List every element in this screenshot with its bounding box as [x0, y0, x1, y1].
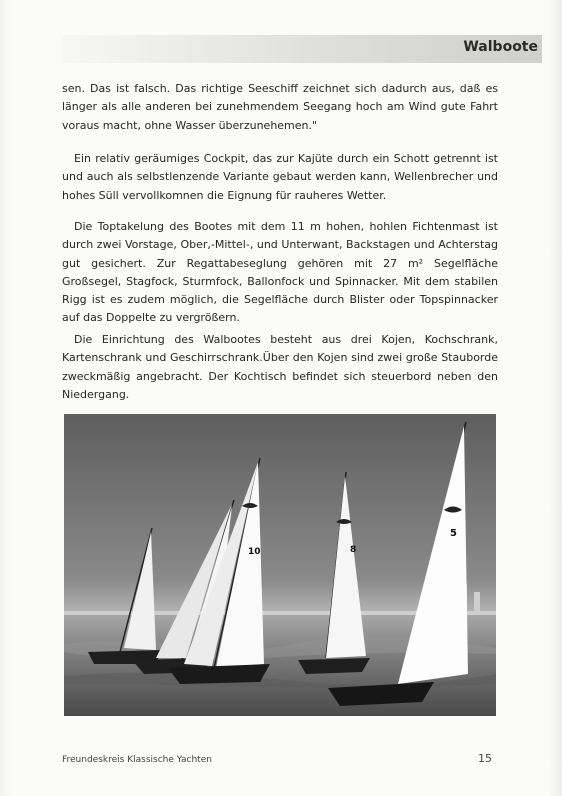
paragraph-3: Die Toptakelung des Bootes mit dem 11 m hohen, hohlen Fichtenmast ist durch zwei Vorstage, Ober,-Mittel-, und Unterwant, Backstagen und Achterstag gut gesichert. Zur Regattabeseglung gehören mit 27 m² Segelfläche Großsegel, Stagfock, Sturmfock, Ballonfock und Spinnacker. Mit dem stabilen Rigg ist es zudem möglich, die Segelfläche durch Blister oder Topspinnacker auf das Doppelte zu vergrößern. — [62, 220, 498, 325]
paragraph-4: Die Einrichtung des Walbootes besteht aus drei Kojen, Kochschrank, Kartenschrank und Geschirrschrank.Über den Kojen sind zwei große Stauborde zweckmäßig angebracht. Der Kochtisch befindet sich steuerbord neben den Niedergang. — [62, 333, 498, 401]
sail-number-8: 8 — [350, 545, 357, 555]
sailboats-photo — [64, 414, 496, 716]
sail-number-5: 5 — [450, 528, 457, 539]
sail-number-10: 10 — [248, 547, 261, 557]
paragraph-2: Ein relativ geräumiges Cockpit, das zur Kajüte durch ein Schott getrennt ist und auch als selbstlenzende Variante gebaut werden kann, Wellenbrecher und hohes Süll vervollkomnen die Eignung für rauheres Wetter. — [62, 152, 498, 202]
paragraph-1: sen. Das ist falsch. Das richtige Seeschiff zeichnet sich dadurch aus, daß es länger als alle anderen bei zunehmendem Seegang hoch am Wind gute Fahrt voraus macht, ohne Wasser überzunehemen." — [62, 82, 498, 132]
page-number: 15 — [478, 752, 492, 765]
footer-publisher: Freundeskreis Klassische Yachten — [62, 755, 212, 765]
photo-illustration — [64, 414, 496, 716]
page-title: Walboote — [463, 39, 538, 55]
